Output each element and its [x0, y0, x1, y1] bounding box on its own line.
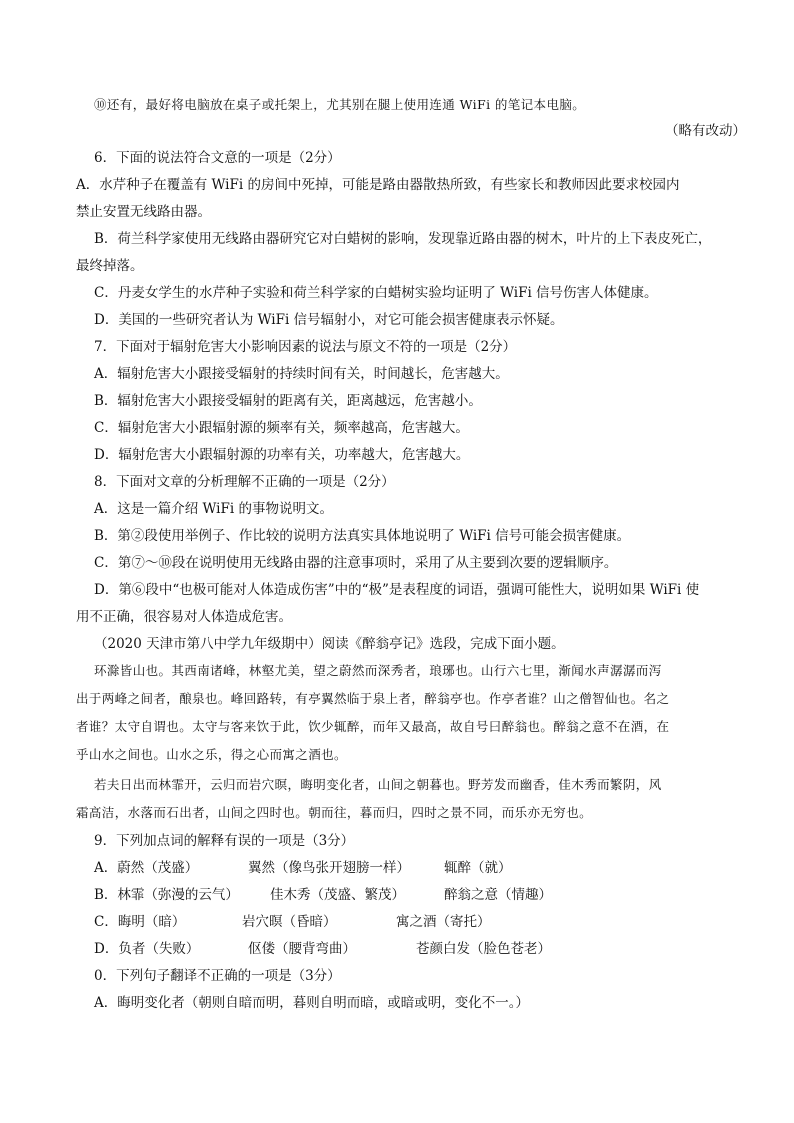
- passage-line-6: 霜高洁，水落而石出者，山间之四时也。朝而往，暮而归，四时之景不同，而乐亦无穷也。: [76, 805, 593, 820]
- passage-line-4: 乎山水之间也。山水之乐，得之心而寓之酒也。: [76, 747, 347, 762]
- q9-a-item-1: A．蔚然（茂盛）: [94, 860, 199, 876]
- q9-b-item-1: B．林霏（弥漫的云气）: [94, 887, 239, 903]
- q9-d-item-1: D．负者（失败）: [94, 941, 200, 957]
- q7-option-b: B．辐射危害大小跟接受辐射的距离有关，距离越远，危害越小。: [94, 393, 482, 409]
- passage-line-1: 环滁皆山也。其西南诸峰，林壑尤美，望之蔚然而深秀者，琅琊也。山行六七里，渐闻水声潺潺而泻: [94, 663, 662, 678]
- q7-option-c: C．辐射危害大小跟辐射源的频率有关，频率越高，危害越大。: [94, 420, 469, 436]
- q10-option-a: A．晦明变化者（朝则自暗而明，暮则自明而暗，或暗或明，变化不一。）: [94, 995, 529, 1011]
- question-6-title: 6．下面的说法符合文意的一项是（2分）: [94, 150, 341, 166]
- q8-option-c: C．第⑦～⑩段在说明使用无线路由器的注意事项时，采用了从主要到次要的逻辑顺序。: [94, 555, 618, 571]
- q9-option-d: [94, 940, 794, 958]
- q9-c-item-2: 岩穴暝（昏暗）: [242, 914, 337, 930]
- q9-b-item-3: 醉翁之意（情趣）: [444, 887, 552, 903]
- question-7-title: 7．下面对于辐射危害大小影响因素的说法与原文不符的一项是（2分）: [94, 339, 517, 355]
- q6-option-a: A．水芹种子在覆盖有 WiFi 的房间中死掉，可能是路由器散热所致，有些家长和教师因此要求校园内: [76, 177, 680, 193]
- q9-c-item-1: C．晦明（暗）: [94, 914, 186, 930]
- q6-option-d: D．美国的一些研究者认为 WiFi 信号辐射小，对它可能会损害健康表示怀疑。: [94, 312, 564, 328]
- q6-option-b: B．荷兰科学家使用无线路由器研究它对白蜡树的影响，发现靠近路由器的树木，叶片的上下表皮死亡，: [94, 231, 712, 247]
- q9-d-item-3: 苍颜白发（脸色苍老）: [416, 941, 551, 957]
- q9-b-item-2: 佳木秀（茂盛、繁茂）: [270, 887, 405, 903]
- q8-option-b: B．第②段使用举例子、作比较的说明方法真实具体地说明了 WiFi 信号可能会损害健康。: [94, 528, 631, 544]
- q9-option-a: [94, 859, 794, 877]
- source-note: （略有改动）: [665, 123, 746, 139]
- question-8-title: 8．下面对文章的分析理解不正确的一项是（2分）: [94, 474, 395, 490]
- q7-option-d: D．辐射危害大小跟辐射源的功率有关，功率越大，危害越大。: [94, 447, 470, 463]
- q7-option-a: A．辐射危害大小跟接受辐射的持续时间有关，时间越长，危害越大。: [94, 366, 509, 382]
- passage-line-2: 出于两峰之间者，酿泉也。峰回路转，有亭翼然临于泉上者，醉翁亭也。作亭者谁？山之僧智仙也。名之: [76, 691, 670, 706]
- q8-option-d: D．第⑥段中“也极可能对人体造成伤害”中的“极”是表程度的词语，强调可能性大，说明如果 WiFi 使: [94, 582, 700, 598]
- reading-intro: （2020 天津市第八中学九年级期中）阅读《醉翁亭记》选段，完成下面小题。: [94, 636, 565, 652]
- q6-option-c: C．丹麦女学生的水芹种子实验和荷兰科学家的白蜡树实验均证明了 WiFi 信号伤害人体健康。: [94, 285, 658, 301]
- q8-option-a: A．这是一篇介绍 WiFi 的事物说明文。: [94, 501, 333, 517]
- paragraph-10: ⑩还有，最好将电脑放在桌子或托架上，尤其别在腿上使用连通 WiFi 的笔记本电脑。: [94, 97, 586, 112]
- q9-c-item-3: 寓之酒（寄托）: [396, 914, 491, 930]
- question-10-title: 0．下列句子翻译不正确的一项是（3分）: [94, 968, 341, 984]
- q9-option-b: [94, 886, 794, 904]
- passage-line-5: 若夫日出而林霏开，云归而岩穴暝，晦明变化者，山间之朝暮也。野芳发而幽香，佳木秀而繁阴，风: [94, 777, 662, 792]
- q9-d-item-2: 伛偻（腰背弯曲）: [248, 941, 356, 957]
- q9-a-item-2: 翼然（像鸟张开翅膀一样）: [248, 860, 410, 876]
- passage-line-3: 者谁？太守自谓也。太守与客来饮于此，饮少辄醉，而年又最高，故自号曰醉翁也。醉翁之意不在酒，在: [76, 719, 670, 734]
- q9-option-c: [94, 913, 794, 931]
- question-9-title: 9．下列加点词的解释有误的一项是（3分）: [94, 833, 355, 849]
- q9-a-item-3: 辄醉（就）: [444, 860, 512, 876]
- q6-option-b-cont: 最终掉落。: [76, 258, 144, 274]
- q8-option-d-cont: 用不正确，很容易对人体造成危害。: [76, 609, 292, 625]
- q6-option-a-cont: 禁止安置无线路由器。: [76, 204, 211, 220]
